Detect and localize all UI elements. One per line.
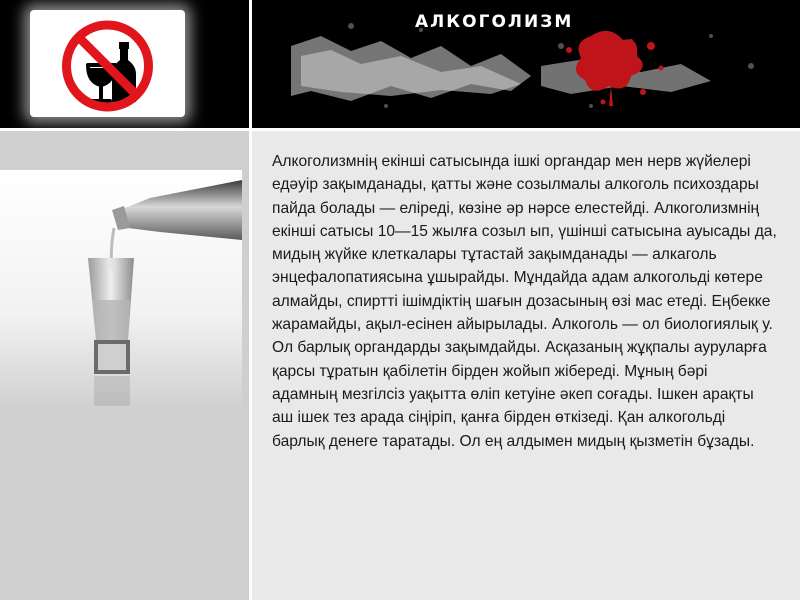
vodka-pouring-photo [0, 170, 242, 412]
banner-title: АЛКОГОЛИЗМ [415, 12, 574, 32]
vertical-divider [249, 0, 252, 600]
horizontal-divider [0, 128, 800, 131]
alcoholism-banner [291, 6, 781, 116]
no-alcohol-sign [30, 10, 185, 117]
bottle-and-glass-illustration [0, 170, 242, 412]
body-paragraph: Алкоголизмнің екінші сатысында ішкі органдар мен нерв жүйелері едәуір зақымданады, қатты және созылмалы алкоголь психоздары пайда болады — еліреді, көзіне әр нәрсе елестейді. Алкоголизмнің екінші сатысы 10—15 жылға созыл ып, үшінші сатысына ауысады да, мидың жүйке клеткалары тұтастай зақымданады — алкаголь энцефалопатиясына ұшырайды. Мұндайда адам алкогольді көтере алмайды, спиртті ішімдіктің шағын дозасының өзі мас етеді. Еңбекке жарамайды, ақыл-есінен айырылады. Алкоголь — ол биологиялық у. Ол барлық органдарды зақымдайды. Асқазаның жұқпалы ауруларға қарсы тұратын қабілетін бірден жойып жібереді. Мұның бәрі адамның мезгілсіз уақытта өліп кетуіне әкеп соғады. Ішкен арақты аш ішек тез арада сіңіріп, қанға бірден өткізеді. Қан алкогольді барлық денеге таратады. Ол ең алдымен мидың қызметін бұзады. [272, 153, 777, 450]
no-alcohol-icon [30, 10, 185, 117]
